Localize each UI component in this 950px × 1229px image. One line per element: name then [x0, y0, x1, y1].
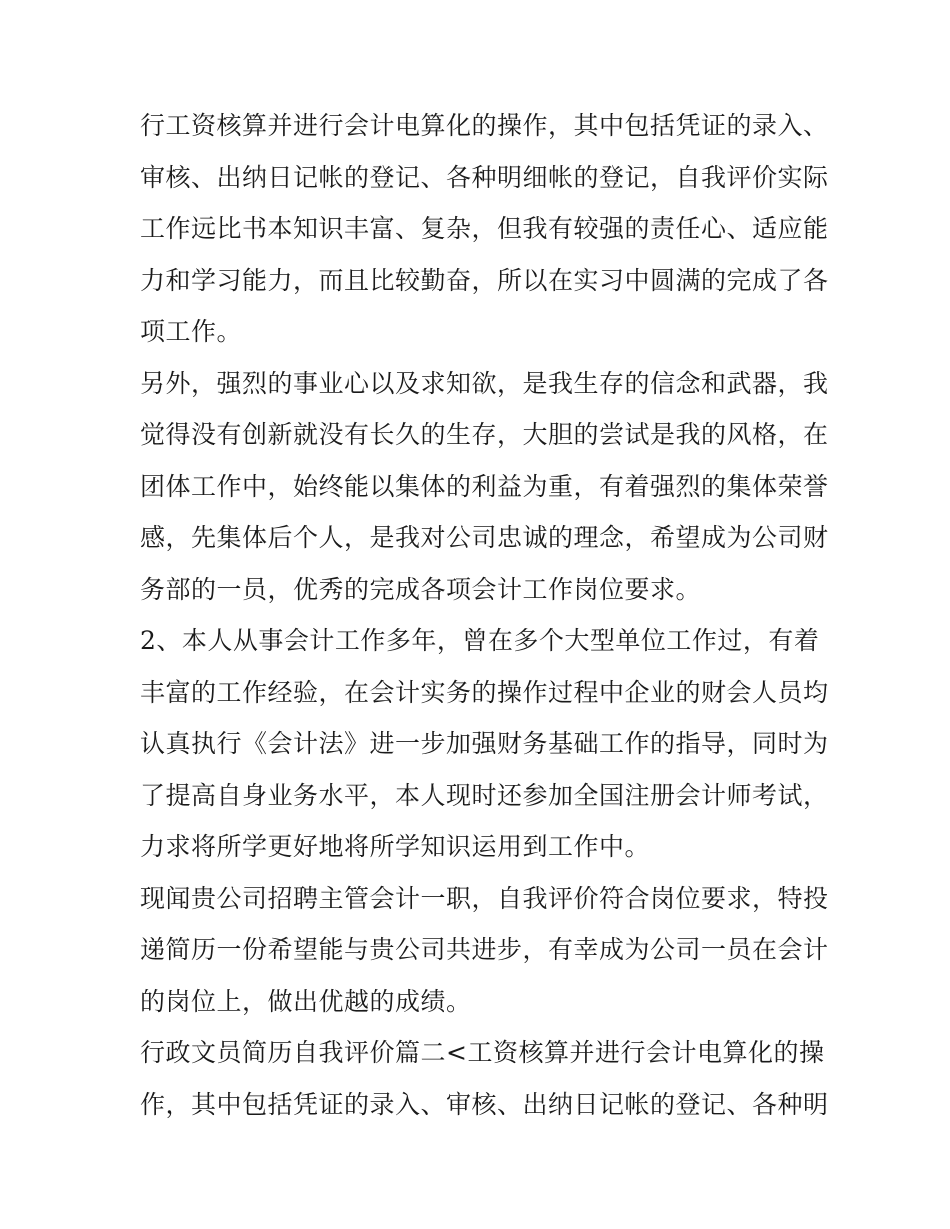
text-line: 丰富的工作经验，在会计实务的操作过程中企业的财会人员均 — [140, 677, 829, 707]
text-line: 的岗位上，做出优越的成绩。 — [140, 986, 472, 1016]
text-line: 2、本人从事会计工作多年，曾在多个大型单位工作过，有着 — [140, 626, 820, 655]
text-line: 审核、出纳日记帐的登记、各种明细帐的登记，自我评价实际 — [140, 162, 829, 192]
text-line: 现闻贵公司招聘主管会计一职，自我评价符合岗位要求，特投 — [140, 883, 829, 913]
text-line: 递简历一份希望能与贵公司共进步，有幸成为公司一员在会计 — [140, 935, 829, 964]
text-line: 力求将所学更好地将所学知识运用到工作中。 — [140, 832, 651, 861]
text-line: 觉得没有创新就没有长久的生存，大胆的尝试是我的风格，在 — [140, 420, 829, 449]
text-line: 了提高自身业务水平，本人现时还参加全国注册会计师考试， — [140, 780, 829, 810]
text-line: 行政文员简历自我评价篇二<工资核算并进行会计电算化的操 — [140, 1038, 825, 1067]
text-line: 认真执行《会计法》进一步加强财务基础工作的指导，同时为 — [140, 729, 829, 758]
text-line: 感，先集体后个人，是我对公司忠诚的理念，希望成为公司财 — [140, 523, 829, 552]
text-line: 务部的一员，优秀的完成各项会计工作岗位要求。 — [140, 574, 702, 604]
text-line: 工作远比书本知识丰富、复杂，但我有较强的责任心、适应能 — [140, 214, 829, 243]
text-line: 行工资核算并进行会计电算化的操作，其中包括凭证的录入、 — [140, 111, 829, 140]
body-text — [140, 100, 829, 1130]
text-line: 项工作。 — [140, 317, 243, 346]
text-line: 作，其中包括凭证的录入、审核、出纳日记帐的登记、各种明 — [140, 1089, 829, 1119]
text-line: 团体工作中，始终能以集体的利益为重，有着强烈的集体荣誉 — [140, 471, 829, 501]
text-line: 力和学习能力，而且比较勤奋，所以在实习中圆满的完成了各 — [140, 265, 829, 295]
text-line: 另外，强烈的事业心以及求知欲，是我生存的信念和武器，我 — [140, 368, 829, 398]
